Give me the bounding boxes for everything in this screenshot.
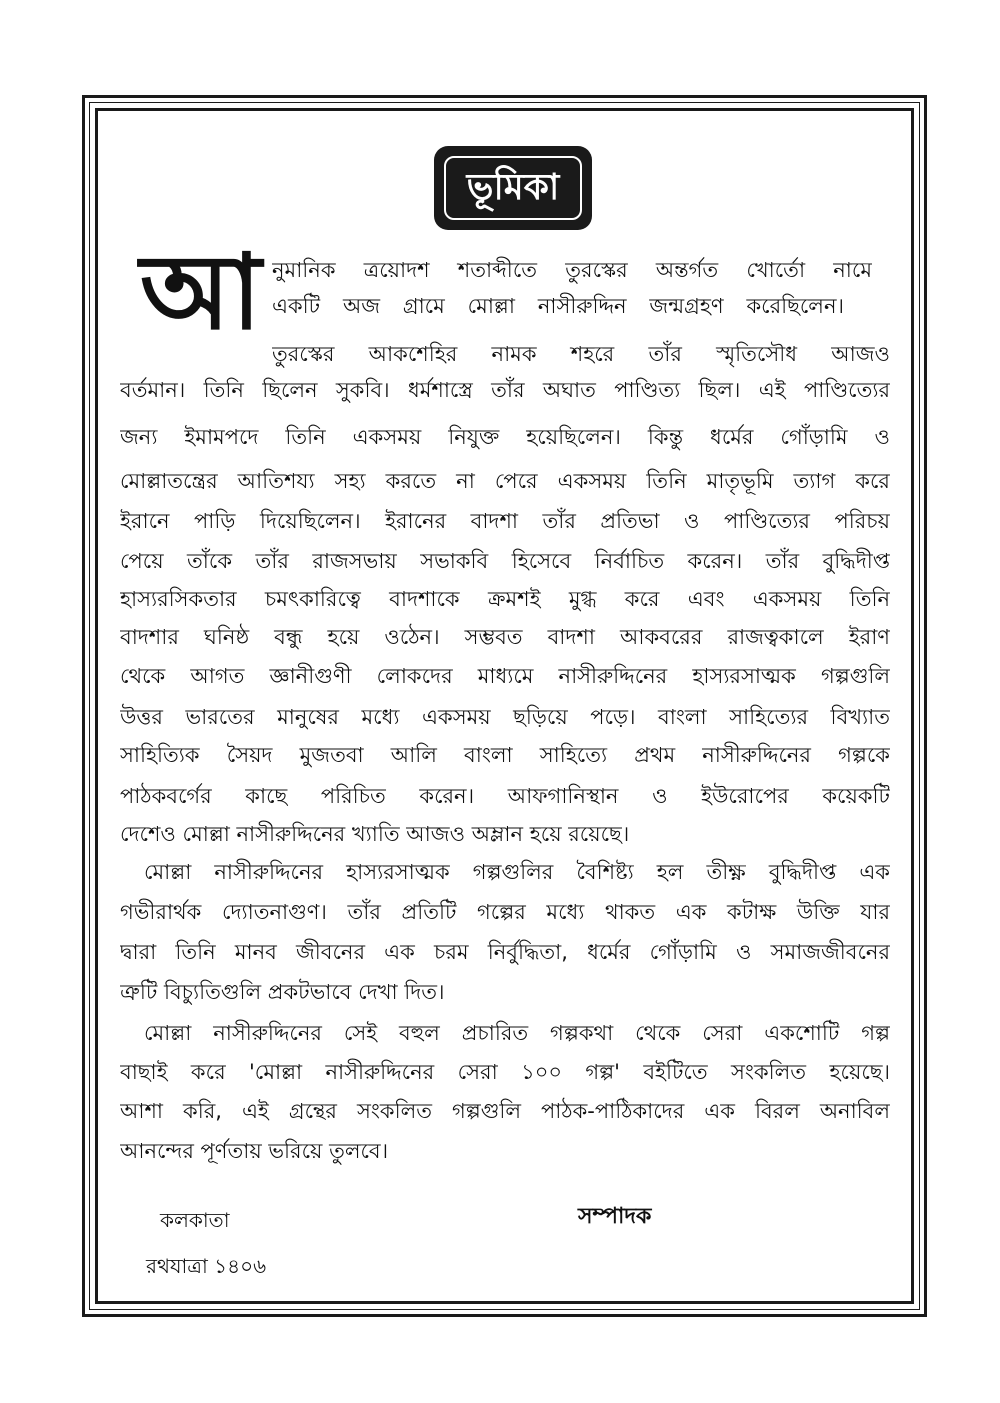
paragraph-1-line: থেকে আগত জ্ঞানীগুণী লোকদের মাধ্যমে নাসীরুদ্দিনের হাস্যরসাত্মক গল্পগুলি — [120, 664, 890, 688]
title-badge-inner — [444, 156, 582, 220]
paragraph-1-line: সাহিত্যিক সৈয়দ মুজতবা আলি বাংলা সাহিত্যে প্রথম নাসীরুদ্দিনের গল্পকে — [120, 743, 890, 767]
paragraph-3-line: বাছাই করে 'মোল্লা নাসীরুদ্দিনের সেরা ১০০ গল্প' বইটিতে সংকলিত হয়েছে। — [120, 1060, 890, 1084]
paragraph-2-line: দ্বারা তিনি মানব জীবনের এক চরম নির্বুদ্ধিতা, ধর্মের গোঁড়ামি ও সমাজজীবনের — [120, 940, 890, 964]
paragraph-1-line: দেশেও মোল্লা নাসীরুদ্দিনের খ্যাতি আজও অম্লান হয়ে রয়েছে। — [120, 822, 630, 846]
paragraph-1-line: ইরানে পাড়ি দিয়েছিলেন। ইরানের বাদশা তাঁর প্রতিভা ও পাণ্ডিত্যের পরিচয় — [120, 509, 890, 533]
paragraph-1-line: নুমানিক ত্রয়োদশ শতাব্দীতে তুরস্কের অন্তর্গত খোর্তো নামে — [272, 258, 872, 282]
place-name: কলকাতা — [160, 1208, 230, 1232]
paragraph-1-line: বর্তমান। তিনি ছিলেন সুকবি। ধর্মশাস্ত্রে তাঁর অঘাত পাণ্ডিত্য ছিল। এই পাণ্ডিত্যের — [120, 378, 890, 402]
paragraph-3-line: মোল্লা নাসীরুদ্দিনের সেই বহুল প্রচারিত গল্পকথা থেকে সেরা একশোটি গল্প — [144, 1021, 890, 1045]
drop-cap: আ — [140, 231, 258, 353]
paragraph-2-line: মোল্লা নাসীরুদ্দিনের হাস্যরসাত্মক গল্পগুলির বৈশিষ্ট্য হল তীক্ষ্ণ বুদ্ধিদীপ্ত এক — [144, 860, 890, 884]
paragraph-1-line: জন্য ইমামপদে তিনি একসময় নিযুক্ত হয়েছিলেন। কিন্তু ধর্মের গোঁড়ামি ও — [120, 425, 890, 449]
paragraph-1-line: পেয়ে তাঁকে তাঁর রাজসভায় সভাকবি হিসেবে নির্বাচিত করেন। তাঁর বুদ্ধিদীপ্ত — [120, 549, 890, 573]
paragraph-1-line: উত্তর ভারতের মানুষের মধ্যে একসময় ছড়িয়ে পড়ে। বাংলা সাহিত্যের বিখ্যাত — [120, 705, 890, 729]
paragraph-1-line: বাদশার ঘনিষ্ঠ বন্ধু হয়ে ওঠেন। সম্ভবত বাদশা আকবরের রাজত্বকালে ইরাণ — [120, 625, 890, 649]
editor-signature: সম্পাদক — [578, 1204, 652, 1229]
paragraph-1-line: হাস্যরসিকতার চমৎকারিত্বে বাদশাকে ক্রমশই মুগ্ধ করে এবং একসময় তিনি — [120, 587, 890, 611]
paragraph-1-line: তুরস্কের আকশেহির নামক শহরে তাঁর স্মৃতিসৌধ আজও — [272, 342, 890, 366]
paragraph-1-line: একটি অজ গ্রামে মোল্লা নাসীরুদ্দিন জন্মগ্রহণ করেছিলেন। — [272, 294, 844, 318]
page-title: ভূমিকা — [466, 167, 560, 208]
publication-date: রথযাত্রা ১৪০৬ — [146, 1254, 267, 1278]
paragraph-1-line: পাঠকবর্গের কাছে পরিচিত করেন। আফগানিস্থান ও ইউরোপের কয়েকটি — [120, 784, 890, 808]
paragraph-3-line: আনন্দের পূর্ণতায় ভরিয়ে তুলবে। — [120, 1139, 389, 1163]
paragraph-1-line: মোল্লাতন্ত্রের আতিশয্য সহ্য করতে না পেরে একসময় তিনি মাতৃভূমি ত্যাগ করে — [120, 469, 890, 493]
paragraph-2-line: ত্রুটি বিচ্যুতিগুলি প্রকটভাবে দেখা দিত। — [120, 980, 445, 1004]
paragraph-3-line: আশা করি, এই গ্রন্থের সংকলিত গল্পগুলি পাঠক-পাঠিকাদের এক বিরল অনাবিল — [120, 1099, 890, 1123]
paragraph-2-line: গভীরার্থক দ্যোতনাগুণ। তাঁর প্রতিটি গল্পের মধ্যে থাকত এক কটাক্ষ উক্তি যার — [120, 900, 890, 924]
